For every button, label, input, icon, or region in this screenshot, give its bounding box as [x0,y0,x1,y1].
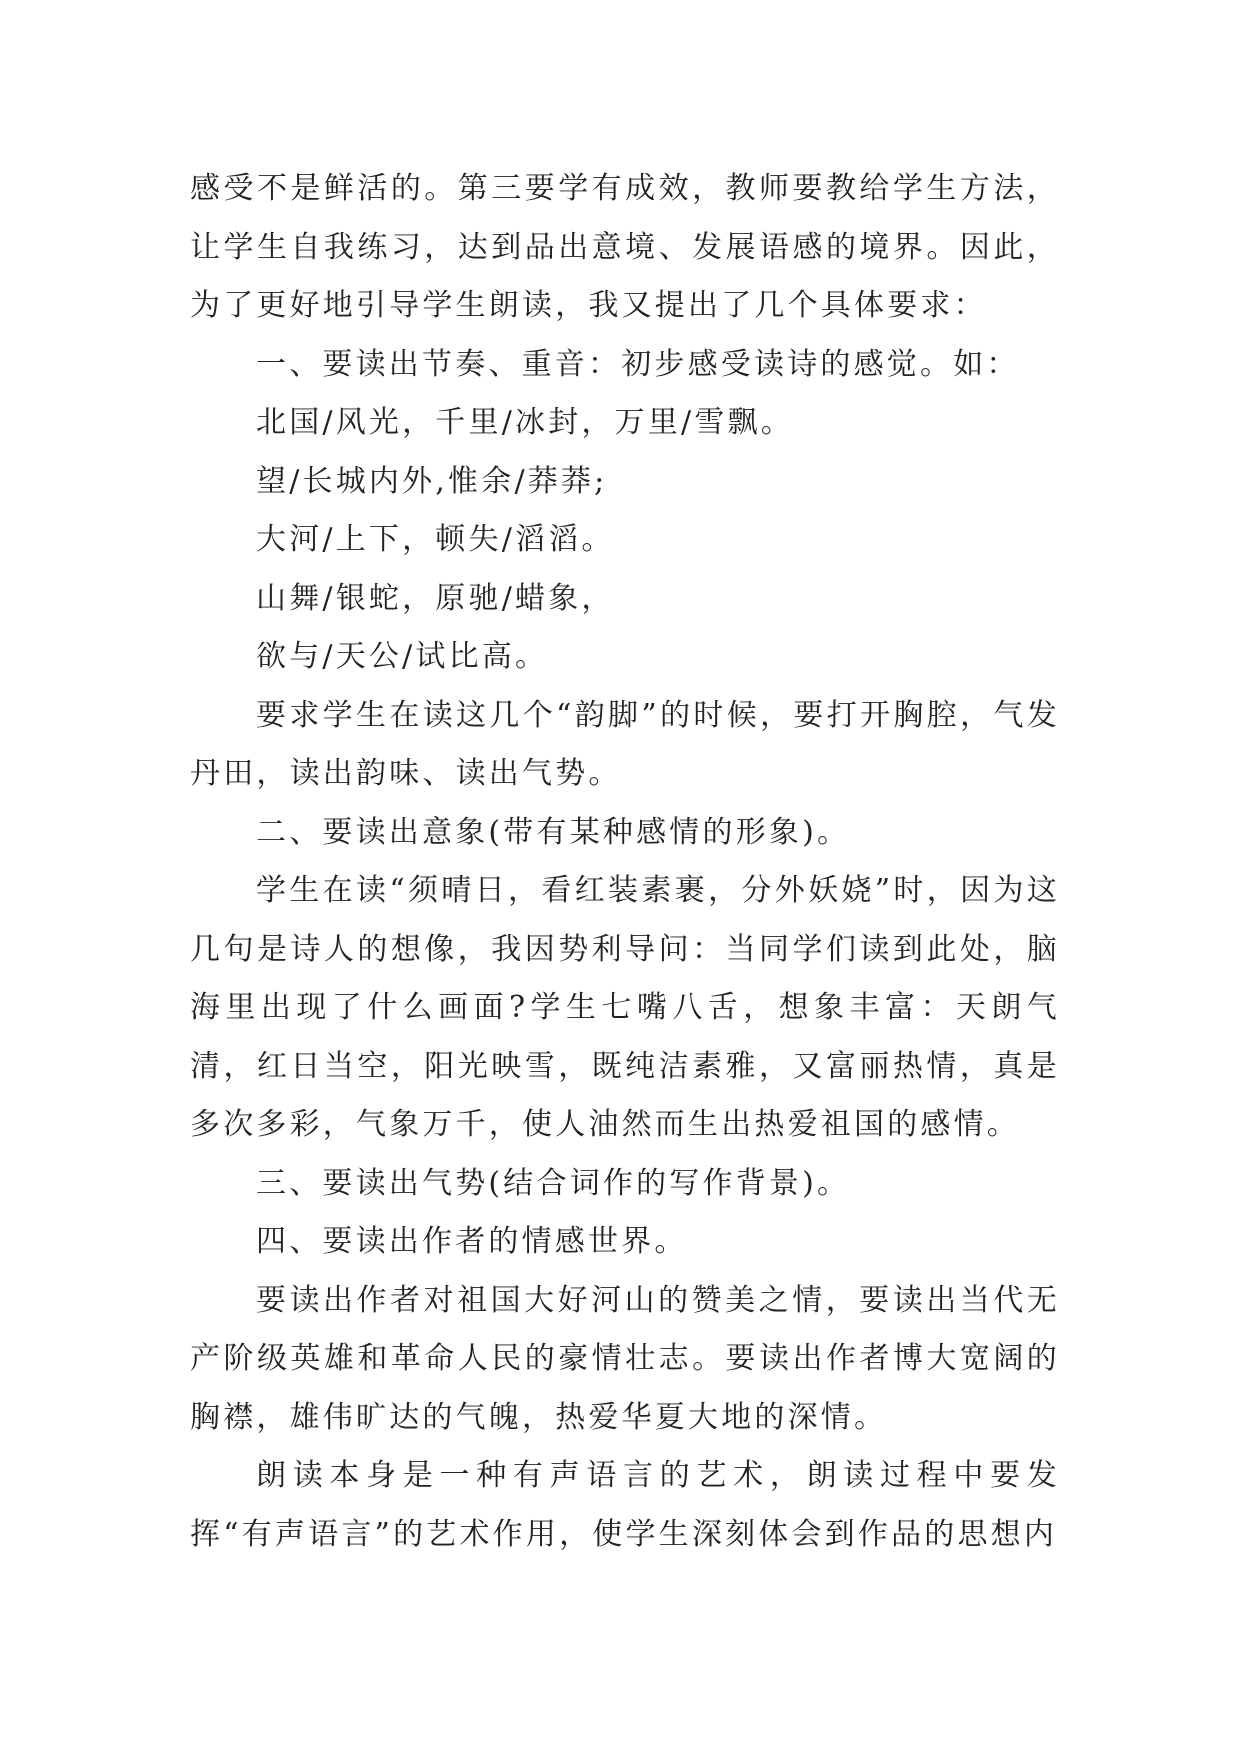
paragraph-1: 感受不是鲜活的。第三要学有成效，教师要教给学生方法，让学生自我练习，达到品出意境、发展语感的境界。因此，为了更好地引导学生朗读，我又提出了几个具体要求： [190,171,1060,323]
body-text [190,160,1060,1564]
poem-line-1: 北国/风光，千里/冰封，万里/雪飘。 [256,405,794,440]
paragraph-4: 二、要读出意象(带有某种感情的形象)。 [256,814,851,850]
paragraph-2: 一、要读出节奏、重音：初步感受读诗的感觉。如： [256,346,1020,382]
paragraph-5: 学生在读“须晴日，看红装素裹，分外妖娆”时，因为这几句是诗人的想像，我因势利导问：当同学们读到此处，脑海里出现了什么画面?学生七嘴八舌，想象丰富：天朗气清，红日当空，阳光映雪，既纯洁素雅，又富丽热情，真是多次多彩，气象万千，使人油然而生出热爱祖国的感情。 [190,873,1060,1142]
poem-line-3: 大河/上下，顿失/滔滔。 [256,522,615,557]
paragraph-8: 要读出作者对祖国大好河山的赞美之情，要读出当代无产阶级英雄和革命人民的豪情壮志。要读出作者博大宽阔的胸襟，雄伟旷达的气魄，热爱华夏大地的深情。 [190,1282,1060,1435]
paragraph-6: 三、要读出气势(结合词作的写作背景)。 [256,1165,851,1201]
paragraph-9: 朗读本身是一种有声语言的艺术，朗读过程中要发挥“有声语言”的艺术作用，使学生深刻体会到作品的思想内 [190,1458,1060,1552]
paragraph-7: 四、要读出作者的情感世界。 [256,1224,688,1259]
poem-line-2: 望/长城内外,惟余/莽莽; [256,463,608,499]
poem-line-4: 山舞/银蛇，原驰/蜡象， [256,580,615,616]
paragraph-3: 要求学生在读这几个“韵脚”的时候，要打开胸腔，气发丹田，读出韵味、读出气势。 [190,697,1060,791]
poem-line-5: 欲与/天公/试比高。 [256,639,549,674]
